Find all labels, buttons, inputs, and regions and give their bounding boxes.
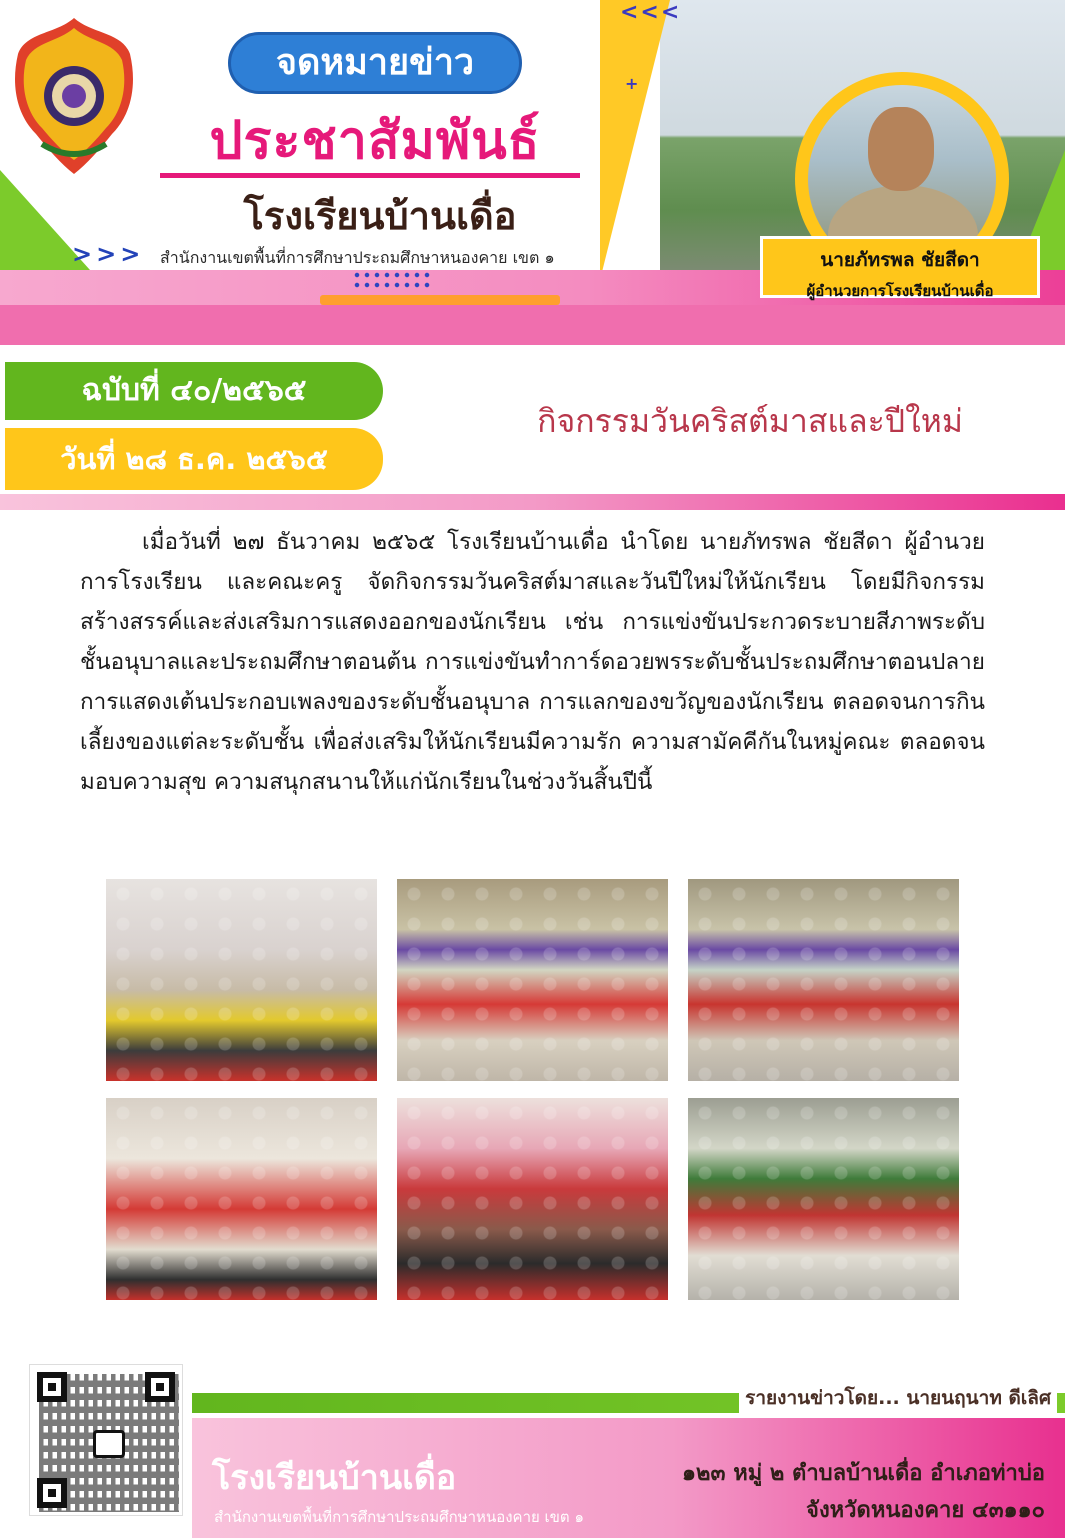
qr-finder-top-right [145,1372,175,1402]
portrait-face [868,107,934,191]
arrows-left-icon: <<< [620,0,682,25]
issue-number-badge: ฉบับที่ ๔๐/๒๕๖๕ [5,362,383,420]
director-position: ผู้อำนวยการโรงเรียนบ้านเดื่อ [806,282,994,300]
header-school-name: โรงเรียนบ้านเดื่อ [243,194,517,238]
newsletter-pill-title: จดหมายข่าว [228,32,522,94]
section-divider [0,494,1065,510]
director-name: นายภัทรพล ชัยสีดา [820,249,980,271]
photo-gift-exchange [397,1098,668,1300]
photo-stage-speech [106,879,377,1081]
news-headline: กิจกรรมวันคริสต์มาสและปีใหม่ [537,402,963,440]
dinosaur-icon [93,1430,125,1458]
school-emblem-logo [12,14,137,179]
decorative-dots [352,270,432,292]
qr-code[interactable] [30,1365,182,1515]
reporter-credit: รายงานข่าวโดย... นายนฤนาท ดีเลิศ [739,1383,1057,1413]
qr-finder-bottom-left [37,1478,67,1508]
arrows-right-icon: >>> [72,240,145,268]
qr-finder-top-left [37,1372,67,1402]
header-office-name: สำนักงานเขตพื้นที่การศึกษาประถมศึกษาหนองคาย เขต ๑ [160,248,555,267]
plus-icon: + [625,74,639,93]
news-body-paragraph: เมื่อวันที่ ๒๗ ธันวาคม ๒๕๖๕ โรงเรียนบ้านเดื่อ นำโดย นายภัทรพล ชัยสีดา ผู้อำนวยการโรงเรียน และคณะครู จัดกิจกรรมวันคริสต์มาสและวันปีใหม่ให้นักเรียน โดยมีกิจกรรมสร้างสรรค์และส่งเสริมการแสดงออกของนักเรียน เช่น การแข่งขันประกวดระบายสีภาพระดับชั้นอนุบาลและประถมศึกษาตอนต้น การแข่งขันทำการ์ดอวยพรระดับชั้นประถมศึกษาตอนปลาย การแสดงเต้นประกอบเพลงของระดับชั้นอนุบาล การแลกของขวัญของนักเรียน ตลอดจนการกินเลี้ยงของแต่ละระดับชั้น เพื่อส่งเสริมให้นักเรียนมีความรัก ความสามัคคีกันในหมู่คณะ ตลอดจนมอบความสุข ความสนุกสนานให้แก่นักเรียนในช่วงวันสิ้นปีนี้ [80,529,985,795]
photo-group-seated [397,879,668,1081]
issue-date-badge: วันที่ ๒๘ ธ.ค. ๒๕๖๕ [5,428,383,490]
title-underline [160,173,580,178]
photo-kindergarten-dance [106,1098,377,1300]
footer-address-line2: จังหวัดหนองคาย ๔๓๑๑๐ [806,1498,1045,1523]
footer-school-name: โรงเรียนบ้านเดื่อ [212,1458,457,1498]
photo-teachers-group [688,879,959,1081]
header-pink-strip [0,305,1065,345]
director-name-box [760,236,1040,298]
footer-office-name: สำนักงานเขตพื้นที่การศึกษาประถมศึกษาหนองคาย เขต ๑ [214,1508,584,1526]
photo-students-santa [688,1098,959,1300]
header-orange-bar [320,295,560,305]
newsletter-main-title: ประชาสัมพันธ์ [209,111,541,171]
header-yellow-shape [600,0,670,280]
footer-address-line1: ๑๒๓ หมู่ ๒ ตำบลบ้านเดื่อ อำเภอท่าบ่อ [682,1461,1045,1486]
newsletter-header [0,0,1065,345]
